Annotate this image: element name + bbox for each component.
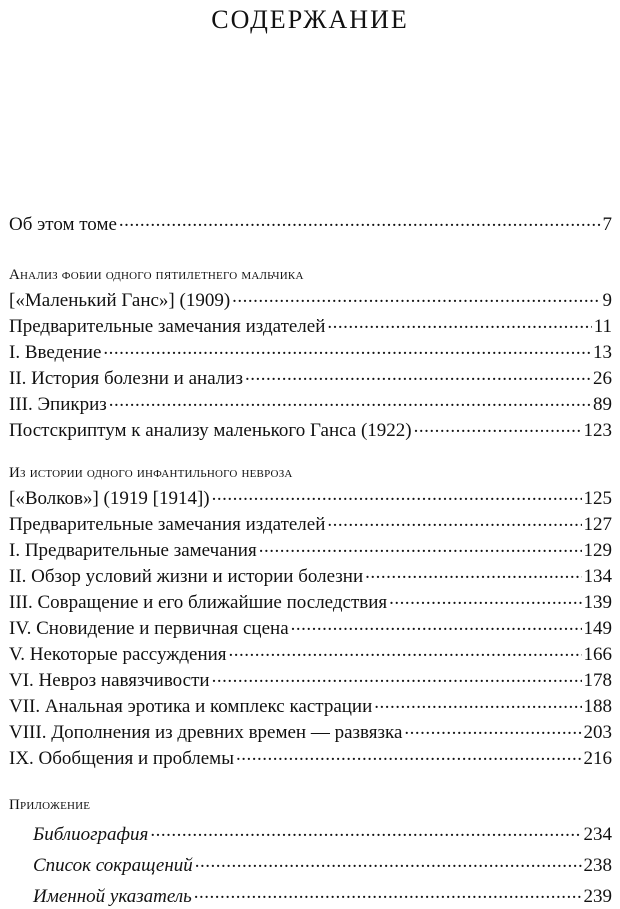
toc-entry-label: Предварительные замечания издателей [9, 316, 326, 337]
leader-dots [365, 563, 581, 582]
toc-entry-label: Библиография [33, 824, 149, 845]
leader-dots [259, 537, 582, 556]
leader-dots [103, 339, 591, 358]
toc-entry-label: [«Маленький Ганс»] (1909) [9, 290, 231, 311]
toc-entry-page: 188 [583, 696, 612, 717]
toc-entry[interactable] [9, 563, 612, 589]
toc-entry-page: 26 [593, 368, 612, 389]
section-subtitle[interactable] [9, 485, 612, 511]
leader-dots [212, 485, 582, 504]
toc-entry-label: III. Совращение и его ближайшие последствия [9, 592, 388, 613]
appendix-entry[interactable] [33, 883, 612, 909]
toc-entry-label: VIII. Дополнения из древних времен — развязка [9, 722, 403, 743]
leader-dots [232, 287, 600, 306]
leader-dots [212, 667, 582, 686]
leader-dots [414, 417, 582, 436]
leader-dots [327, 511, 581, 530]
toc-entry[interactable] [9, 537, 612, 563]
toc-entry-label: Постскриптум к анализу маленького Ганса (1922) [9, 420, 412, 441]
toc-entry-label: Именной указатель [33, 886, 192, 907]
leader-dots [236, 745, 582, 764]
toc-entry-page: 7 [602, 214, 612, 235]
toc-entry-page: 239 [583, 886, 612, 907]
toc-entry-label: Список сокращений [33, 855, 193, 876]
toc-entry-page: 234 [583, 824, 612, 845]
toc-entry-page: 216 [583, 748, 612, 769]
toc-entry[interactable] [9, 641, 612, 667]
toc-entry[interactable] [9, 719, 612, 745]
toc-entry-label: IV. Сновидение и первичная сцена [9, 618, 289, 639]
leader-dots [291, 615, 582, 634]
toc-entry-page: 238 [583, 855, 612, 876]
leader-dots [195, 852, 582, 871]
toc-entry[interactable] [9, 615, 612, 641]
leader-dots [119, 211, 601, 230]
toc-entry-page: 203 [583, 722, 612, 743]
toc-entry-label: I. Предварительные замечания [9, 540, 257, 561]
leader-dots [374, 693, 581, 712]
toc-entry-page: 178 [583, 670, 612, 691]
toc-entry[interactable] [9, 511, 612, 537]
toc-entry-page: 123 [583, 420, 612, 441]
toc-entry-page: 166 [583, 644, 612, 665]
toc-entry-page: 13 [593, 342, 612, 363]
leader-dots [327, 313, 591, 332]
leader-dots [150, 821, 581, 840]
leader-dots [229, 641, 582, 660]
toc-entry[interactable] [9, 391, 612, 417]
appendix-entry[interactable] [33, 821, 612, 847]
appendix-entry[interactable] [33, 852, 612, 878]
toc-entry[interactable] [9, 365, 612, 391]
toc-entry-label: [«Волков»] (1919 [1914]) [9, 488, 210, 509]
section-heading: Из истории одного инфантильного невроза [9, 465, 293, 481]
toc-entry-label: VII. Анальная эротика и комплекс кастрации [9, 696, 373, 717]
leader-dots [109, 391, 591, 410]
page-title: СОДЕРЖАНИЕ [211, 5, 409, 34]
leader-dots [194, 883, 582, 902]
toc-entry-page: 9 [602, 290, 612, 311]
toc-entry[interactable] [9, 667, 612, 693]
toc-entry-intro[interactable] [9, 211, 612, 237]
toc-entry-page: 89 [593, 394, 612, 415]
section-heading: Анализ фобии одного пятилетнего мальчика [9, 267, 304, 283]
toc-entry-label: II. Обзор условий жизни и истории болезни [9, 566, 364, 587]
toc-entry[interactable] [9, 313, 612, 339]
toc-entry[interactable] [9, 417, 612, 443]
toc-entry-label: VI. Невроз навязчивости [9, 670, 210, 691]
toc-entry[interactable] [9, 745, 612, 771]
toc-entry-page: 11 [593, 316, 612, 337]
toc-entry-page: 129 [583, 540, 612, 561]
toc-entry-page: 134 [583, 566, 612, 587]
leader-dots [389, 589, 581, 608]
toc-entry-page: 125 [583, 488, 612, 509]
appendix-heading: Приложение [9, 797, 91, 813]
toc-entry-page: 127 [583, 514, 612, 535]
toc-entry-label: III. Эпикриз [9, 394, 107, 415]
toc-entry[interactable] [9, 693, 612, 719]
toc-entry-label: I. Введение [9, 342, 102, 363]
toc-entry-label: II. История болезни и анализ [9, 368, 243, 389]
section-subtitle[interactable] [9, 287, 612, 313]
toc-entry-label: Об этом томе [9, 214, 117, 235]
toc-entry-page: 139 [583, 592, 612, 613]
toc-entry-page: 149 [583, 618, 612, 639]
leader-dots [245, 365, 591, 384]
toc-entry-label: V. Некоторые рассуждения [9, 644, 227, 665]
toc-entry-label: Предварительные замечания издателей [9, 514, 326, 535]
leader-dots [404, 719, 581, 738]
toc-entry-label: IX. Обобщения и проблемы [9, 748, 234, 769]
toc-entry[interactable] [9, 589, 612, 615]
toc-entry[interactable] [9, 339, 612, 365]
